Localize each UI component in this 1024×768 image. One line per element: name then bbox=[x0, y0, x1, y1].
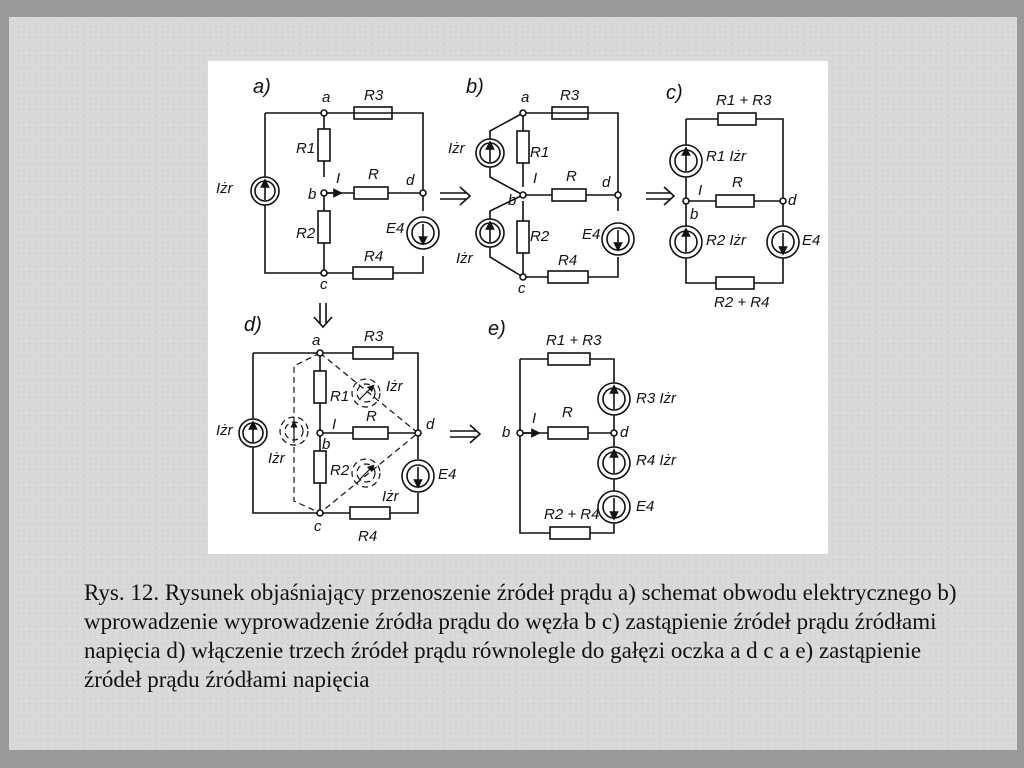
voltage-e4-label: E4 bbox=[582, 226, 601, 243]
voltage-r1-izr-label: R1 Iżr bbox=[706, 148, 747, 165]
panel-d-circuit bbox=[239, 347, 434, 519]
arrow-a-to-d bbox=[314, 303, 332, 327]
resistor-r2-label: R2 bbox=[330, 462, 350, 479]
current-source-label: Iżr bbox=[382, 488, 399, 505]
slide-background bbox=[9, 17, 1017, 750]
node-d-label: d bbox=[788, 192, 797, 209]
figure-caption: Rys. 12. Rysunek objaśniający przenoszenie źródeł prądu a) schemat obwodu elektrycznego b) wprowadzenie wyprowadzenie źródła prądu do węzła b c) zastąpienie źródeł prądu źródłami napięcia d) włączenie trzech źródeł prądu równolegle do gałęzi oczka a d c a e) zastąpienie źródeł prądu źródłami napięcia bbox=[84, 580, 957, 692]
resistor-r2-r4-label: R2 + R4 bbox=[714, 294, 770, 311]
panel-a-circuit bbox=[251, 107, 439, 279]
resistor-r1-r3-label: R1 + R3 bbox=[546, 332, 602, 349]
current-i-label: I bbox=[532, 410, 537, 427]
current-source-label: Iżr bbox=[216, 180, 233, 197]
arrow-d-to-e bbox=[450, 425, 480, 443]
resistor-r2-label: R2 bbox=[296, 225, 316, 242]
resistor-r1-label: R1 bbox=[530, 144, 550, 161]
node-d-label: d bbox=[426, 416, 435, 433]
resistor-r3-label: R3 bbox=[560, 87, 580, 104]
node-b-label: b bbox=[508, 192, 517, 209]
node-d-label: d bbox=[406, 172, 415, 189]
panel-b-label: b) bbox=[466, 76, 484, 98]
panel-a-label: a) bbox=[253, 76, 271, 98]
resistor-r1-label: R1 bbox=[330, 388, 350, 405]
resistor-r-label: R bbox=[732, 174, 743, 191]
resistor-r-label: R bbox=[562, 404, 573, 421]
voltage-e4-label: E4 bbox=[636, 498, 655, 515]
current-source-label: Iżr bbox=[386, 378, 403, 395]
resistor-r1-r3-label: R1 + R3 bbox=[716, 92, 772, 109]
resistor-r-label: R bbox=[368, 166, 379, 183]
circuit-diagram bbox=[208, 61, 828, 554]
voltage-r3-izr-label: R3 Iżr bbox=[636, 390, 677, 407]
arrow-a-to-b bbox=[440, 187, 470, 205]
node-b-label: b bbox=[308, 186, 317, 203]
current-i-label: I bbox=[533, 170, 538, 187]
panel-e-label: e) bbox=[488, 318, 506, 340]
voltage-e4-label: E4 bbox=[438, 466, 457, 483]
panel-d-label: d) bbox=[244, 314, 262, 336]
current-i-label: I bbox=[698, 182, 703, 199]
node-b-label: b bbox=[322, 436, 331, 453]
voltage-e4-label: E4 bbox=[386, 220, 405, 237]
resistor-r3-label: R3 bbox=[364, 87, 384, 104]
voltage-r2-izr-label: R2 Iżr bbox=[706, 232, 747, 249]
node-a-label: a bbox=[521, 89, 530, 106]
resistor-r2-r4-label: R2 + R4 bbox=[544, 506, 600, 523]
node-b-label: b bbox=[690, 206, 699, 223]
resistor-r3-label: R3 bbox=[364, 328, 384, 345]
panel-b-circuit bbox=[476, 107, 634, 283]
node-a-label: a bbox=[312, 332, 321, 349]
current-source-label: Iżr bbox=[456, 250, 473, 267]
node-c-label: c bbox=[320, 276, 328, 293]
circuit-figure bbox=[208, 61, 828, 554]
node-b-label: b bbox=[502, 424, 511, 441]
current-source-label: Iżr bbox=[268, 450, 285, 467]
node-a-label: a bbox=[322, 89, 331, 106]
node-d-label: d bbox=[602, 174, 611, 191]
current-source-label: Iżr bbox=[448, 140, 465, 157]
resistor-r-label: R bbox=[366, 408, 377, 425]
resistor-r4-label: R4 bbox=[558, 252, 578, 269]
node-d-label: d bbox=[620, 424, 629, 441]
resistor-r2-label: R2 bbox=[530, 228, 550, 245]
node-c-label: c bbox=[314, 518, 322, 535]
panel-c-label: c) bbox=[666, 82, 683, 104]
node-c-label: c bbox=[518, 280, 526, 297]
current-source-label: Iżr bbox=[216, 422, 233, 439]
current-i-label: I bbox=[332, 416, 337, 433]
voltage-e4-label: E4 bbox=[802, 232, 821, 249]
voltage-r4-izr-label: R4 Iżr bbox=[636, 452, 677, 469]
arrow-b-to-c bbox=[646, 187, 674, 205]
resistor-r4-label: R4 bbox=[364, 248, 384, 265]
resistor-r1-label: R1 bbox=[296, 140, 316, 157]
resistor-r4-label: R4 bbox=[358, 528, 378, 545]
current-i-label: I bbox=[336, 170, 341, 187]
resistor-r-label: R bbox=[566, 168, 577, 185]
